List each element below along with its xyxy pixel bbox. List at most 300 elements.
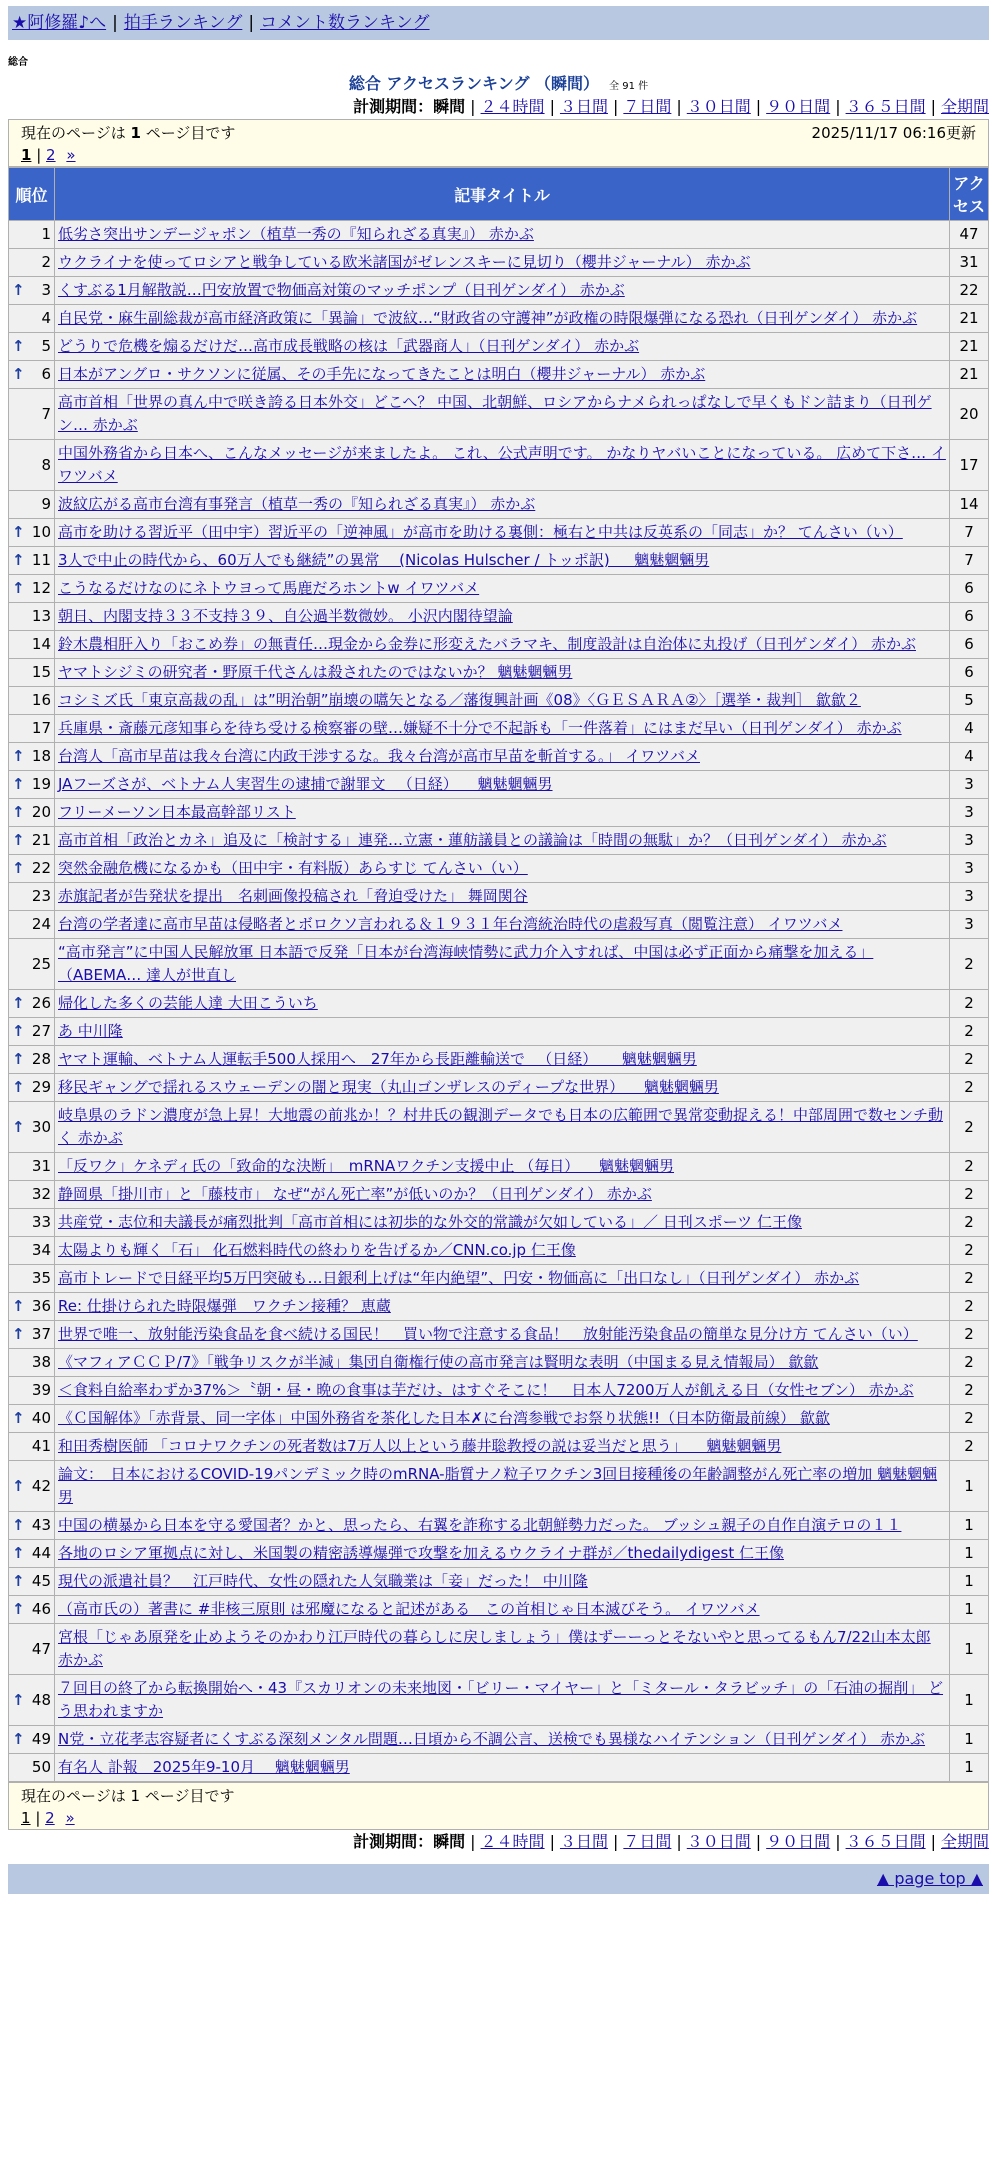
article-link[interactable]: 《Ｃ国解体》「赤背景、同一字体」中国外務省を茶化した日本✗に台湾参戦でお祭り状態!!（日本防衛最前線） 歙歙 <box>58 1409 830 1427</box>
rank-cell <box>9 911 54 938</box>
page-2-link[interactable]: 2 <box>45 1809 55 1827</box>
rank-number: 1 <box>41 225 51 243</box>
rank-cell <box>9 603 54 630</box>
rank-cell <box>9 687 54 714</box>
rank-cell <box>9 575 54 602</box>
article-link[interactable]: 有名人 訃報 2025年9-10月 魑魅魍魎男 <box>58 1758 350 1776</box>
rank-up-arrow-icon: ↑ <box>12 1050 25 1068</box>
rank-cell <box>9 1265 54 1292</box>
article-link[interactable]: あ 中川隆 <box>58 1022 123 1040</box>
table-row <box>9 771 988 798</box>
table-row <box>9 1461 988 1511</box>
period-link[interactable]: ７日間 <box>623 1832 672 1851</box>
article-link[interactable]: ７回目の終了から転換開始へ・43『スカリオンの未来地図・「ビリー・マイヤー」と「ミタール・タラビッチ」の「石油の掘削」 どう思われますか <box>58 1679 944 1720</box>
rank-number: 47 <box>31 1639 51 1658</box>
title-cell <box>55 631 949 658</box>
period-current: 瞬間 <box>433 1832 466 1851</box>
rank-cell <box>9 491 54 518</box>
access-count: 21 <box>950 361 988 388</box>
title-cell <box>55 1461 949 1511</box>
title-cell <box>55 1265 949 1292</box>
article-link[interactable]: 台湾の学者達に高市早苗は侵略者とボロクソ言われる＆１９３１年台湾統治時代の虐殺写真（閲覧注意） イワツバメ <box>58 915 843 933</box>
access-count: 2 <box>950 1349 988 1376</box>
access-count: 2 <box>950 1181 988 1208</box>
article-link[interactable]: 《マフィアＣＣＰ/7》「戦争リスクが半減」集団自衛権行使の高市発言は賢明な表明（中国まる見え情報局） 歙歙 <box>58 1353 819 1371</box>
rank-number: 3 <box>41 281 51 299</box>
table-row <box>9 743 988 770</box>
title-cell <box>55 883 949 910</box>
article-link[interactable]: 「反ワク」ケネディ氏の「致命的な決断」 mRNAワクチン支援中止 （毎日） 魑魅魍魎男 <box>58 1157 675 1175</box>
page-1-current: 1 <box>21 146 32 164</box>
access-count: 2 <box>950 1321 988 1348</box>
period-link[interactable]: 全期間 <box>940 97 989 116</box>
access-count: 2 <box>950 939 988 989</box>
access-count: 31 <box>950 249 988 276</box>
rank-up-arrow-icon: ↑ <box>12 1409 25 1427</box>
table-row <box>9 1675 988 1725</box>
access-count: 20 <box>950 389 988 439</box>
period-link[interactable]: ３６５日間 <box>845 1832 926 1851</box>
rank-number: 8 <box>41 455 51 474</box>
rank-number: 30 <box>31 1117 51 1136</box>
title-cell <box>55 1726 949 1753</box>
access-count: 6 <box>950 631 988 658</box>
page-top-link[interactable]: ▲ page top ▲ <box>876 1869 983 1888</box>
access-count: 1 <box>950 1568 988 1595</box>
article-link[interactable]: どうりで危機を煽るだけだ…高市成長戦略の核は「武器商人」（日刊ゲンダイ） 赤かぶ <box>58 337 640 355</box>
period-separator: | <box>612 1832 619 1851</box>
period-separator: | <box>549 97 555 116</box>
title-cell <box>55 1596 949 1623</box>
rank-up-arrow-icon: ↑ <box>12 1325 25 1343</box>
article-link[interactable]: 論文： 日本におけるCOVID-19パンデミック時のmRNA-脂質ナノ粒子ワクチン3回目接種後の年齢調整がん死亡率の増加 魑魅魍魎男 <box>58 1465 938 1506</box>
table-row <box>9 1349 988 1376</box>
table-row <box>9 1433 988 1460</box>
rank-number: 42 <box>31 1476 51 1495</box>
rank-cell <box>9 1293 54 1320</box>
period-selector-bottom <box>8 1830 989 1854</box>
period-separator: | <box>549 1832 555 1851</box>
table-row <box>9 1726 988 1753</box>
period-separator: | <box>835 1832 841 1851</box>
article-link[interactable]: （高市氏の）著書に #非核三原則 は邪魔になると記述がある この首相じゃ日本滅びそう。 イワツバメ <box>58 1600 760 1618</box>
article-link[interactable]: 自民党・麻生副総裁が高市経済政策に「異論」で波紋…“財政省の守護神”が政権の時限爆弾になる恐れ（日刊ゲンダイ） 赤かぶ <box>58 309 918 327</box>
rank-cell <box>9 1237 54 1264</box>
rank-number: 19 <box>31 775 51 793</box>
period-separator: | <box>930 97 936 116</box>
table-row <box>9 799 988 826</box>
rank-cell <box>9 361 54 388</box>
rank-cell <box>9 799 54 826</box>
title-cell <box>55 389 949 439</box>
rank-number: 9 <box>41 495 51 513</box>
rank-number: 11 <box>31 551 51 569</box>
table-row <box>9 221 988 248</box>
table-row <box>9 939 988 989</box>
rank-up-arrow-icon: ↑ <box>12 579 25 597</box>
applause-ranking-link[interactable]: 拍手ランキング <box>123 13 243 33</box>
title-cell <box>55 1293 949 1320</box>
period-selector-top <box>8 95 989 119</box>
rank-number: 46 <box>31 1600 51 1618</box>
title-cell <box>55 491 949 518</box>
period-link[interactable]: 全期間 <box>940 1832 989 1851</box>
table-row <box>9 911 988 938</box>
article-link[interactable]: 太陽よりも輝く「石」 化石燃料時代の終わりを告げるか／CNN.co.jp 仁王像 <box>58 1241 576 1259</box>
title-header: 記事タイトル <box>55 168 949 220</box>
period-link[interactable]: ３０日間 <box>686 97 751 116</box>
rank-cell <box>9 939 54 989</box>
title-cell <box>55 827 949 854</box>
rank-number: 28 <box>31 1050 51 1068</box>
rank-cell <box>9 1405 54 1432</box>
article-link[interactable]: くすぶる1月解散説…円安放置で物価高対策のマッチポンプ（日刊ゲンダイ） 赤かぶ <box>58 281 625 299</box>
article-link[interactable]: フリーメーソン日本最高幹部リスト <box>58 803 296 821</box>
access-count: 14 <box>950 491 988 518</box>
rank-cell <box>9 1153 54 1180</box>
article-link[interactable]: こうなるだけなのにネトウヨって馬鹿だろホントw イワツバメ <box>58 579 480 597</box>
rank-up-arrow-icon: ↑ <box>12 1516 25 1534</box>
rank-number: 14 <box>31 635 51 653</box>
period-link[interactable]: ２４時間 <box>480 97 545 116</box>
table-row <box>9 519 988 546</box>
table-row <box>9 603 988 630</box>
rank-cell <box>9 743 54 770</box>
article-link[interactable]: ヤマトシジミの研究者・野原千代さんは殺されたのではないか？ 魑魅魍魎男 <box>58 663 573 681</box>
access-count: 2 <box>950 990 988 1017</box>
page-title-text: 総合 アクセスランキング （瞬間） <box>348 74 600 93</box>
access-count: 5 <box>950 687 988 714</box>
access-count: 2 <box>950 1209 988 1236</box>
title-cell <box>55 1512 949 1539</box>
table-row <box>9 547 988 574</box>
article-link[interactable]: 各地のロシア軍拠点に対し、米国製の精密誘導爆弾で攻撃を加えるウクライナ群が／thedailydigest 仁王像 <box>58 1544 784 1562</box>
rank-number: 45 <box>31 1572 51 1590</box>
rank-cell <box>9 855 54 882</box>
period-link[interactable]: ９０日間 <box>766 97 831 116</box>
access-count: 6 <box>950 659 988 686</box>
access-count: 7 <box>950 519 988 546</box>
article-link[interactable]: ヤマト運輸、ベトナム人運転手500人採用へ 27年から長距離輸送で （日経） 魑魅魍魎男 <box>58 1050 697 1068</box>
rank-number: 23 <box>31 887 51 905</box>
ranking-table <box>8 167 989 1782</box>
current-page-text: 現在のページは 1 ページ目です <box>21 124 236 142</box>
rank-number: 39 <box>31 1381 51 1399</box>
article-link[interactable]: 日本がアングロ・サクソンに従属、その手先になってきたことは明白（櫻井ジャーナル） 赤かぶ <box>58 365 706 383</box>
rank-up-arrow-icon: ↑ <box>12 1544 25 1562</box>
rank-up-arrow-icon: ↑ <box>12 1730 25 1748</box>
page-info-top <box>8 119 989 167</box>
rank-number: 5 <box>41 337 51 355</box>
table-row <box>9 575 988 602</box>
title-cell <box>55 575 949 602</box>
rank-up-arrow-icon: ↑ <box>12 1117 25 1136</box>
nav-separator: | <box>112 13 118 33</box>
rank-up-arrow-icon: ↑ <box>12 1572 25 1590</box>
rank-number: 16 <box>31 691 51 709</box>
article-link[interactable]: 朝日、内閣支持３３不支持３９、自公過半数微妙。 小沢内閣待望論 <box>58 607 513 625</box>
top-nav-bar <box>8 6 989 40</box>
article-link[interactable]: 波紋広がる高市台湾有事発言（植草一秀の『知られざる真実』） 赤かぶ <box>58 495 536 513</box>
table-row <box>9 389 988 439</box>
access-count: 3 <box>950 883 988 910</box>
article-link[interactable]: 移民ギャングで揺れるスウェーデンの闇と現実（丸山ゴンザレスのディープな世界） 魑魅魍魎男 <box>58 1078 719 1096</box>
article-link[interactable]: 赤旗記者が告発状を提出 名刺画像投稿され「脅迫受けた」 舞岡関谷 <box>58 887 528 905</box>
period-link[interactable]: ３６５日間 <box>845 97 926 116</box>
comment-ranking-link[interactable]: コメント数ランキング <box>260 13 430 33</box>
table-row <box>9 1624 988 1674</box>
rank-number: 44 <box>31 1544 51 1562</box>
rank-number: 27 <box>31 1022 51 1040</box>
access-count: 1 <box>950 1512 988 1539</box>
table-row <box>9 1102 988 1152</box>
rank-up-arrow-icon: ↑ <box>12 1078 25 1096</box>
next-page-link[interactable]: » <box>66 146 76 164</box>
access-count: 2 <box>950 1377 988 1404</box>
article-link[interactable]: 高市首相「世界の真ん中で咲き誇る日本外交」どこへ？ 中国、北朝鮮、ロシアからナメられっぱなしで早くもドン詰まり（日刊ゲン… 赤かぶ <box>58 393 932 434</box>
article-link[interactable]: 帰化した多くの芸能人達 大田こういち <box>58 994 318 1012</box>
rank-cell <box>9 771 54 798</box>
period-link[interactable]: ９０日間 <box>766 1832 831 1851</box>
access-count: 2 <box>950 1405 988 1432</box>
period-separator: | <box>470 97 476 116</box>
page-title <box>8 73 989 95</box>
article-link[interactable]: 岐阜県のラドン濃度が急上昇！大地震の前兆か！？村井氏の観測データでも日本の広範囲で異常変動捉える！中部周囲で数センチ動く 赤かぶ <box>58 1106 944 1147</box>
title-cell <box>55 990 949 1017</box>
rank-number: 43 <box>31 1516 51 1534</box>
article-link[interactable]: 共産党・志位和夫議長が痛烈批判「高市首相には初歩的な外交的常識が欠如している」／ 日刊スポーツ 仁王像 <box>58 1213 802 1231</box>
title-cell <box>55 911 949 938</box>
rank-number: 49 <box>31 1730 51 1748</box>
table-row <box>9 1293 988 1320</box>
rank-number: 13 <box>31 607 51 625</box>
rank-up-arrow-icon: ↑ <box>12 747 25 765</box>
rank-number: 10 <box>31 523 51 541</box>
article-link[interactable]: JAフーズさが、ベトナム人実習生の逮捕で謝罪文 （日経） 魑魅魍魎男 <box>58 775 553 793</box>
rank-number: 41 <box>31 1437 51 1455</box>
title-cell <box>55 1568 949 1595</box>
period-link[interactable]: ３日間 <box>559 1832 608 1851</box>
article-link[interactable]: 和田秀樹医師 「コロナワクチンの死者数は7万人以上という藤井聡教授の説は妥当だと思う」 魑魅魍魎男 <box>58 1437 782 1455</box>
article-link[interactable]: コシミズ氏「東京高裁の乱」は”明治朝”崩壊の嚆矢となる／藩復興計画《08》〈ＧＥＳＡＲＡ②〉［選挙・裁判］ 歙歙２ <box>58 691 861 709</box>
rank-number: 32 <box>31 1185 51 1203</box>
article-link[interactable]: 現代の派遣社員？ 江戸時代、女性の隠れた人気職業は「妾」だった！ 中川隆 <box>58 1572 588 1590</box>
rank-number: 31 <box>31 1157 51 1175</box>
rank-up-arrow-icon: ↑ <box>12 281 25 299</box>
table-row <box>9 1540 988 1567</box>
article-link[interactable]: 兵庫県・斎藤元彦知事らを待ち受ける検察審の壁…嫌疑不十分で不起訴も「一件落着」にはまだ早い（日刊ゲンダイ） 赤かぶ <box>58 719 902 737</box>
access-count: 3 <box>950 771 988 798</box>
rank-cell <box>9 389 54 439</box>
pagination: 1 | 2 » <box>21 146 76 164</box>
rank-cell <box>9 1321 54 1348</box>
period-link[interactable]: ７日間 <box>623 97 672 116</box>
title-cell <box>55 519 949 546</box>
article-link[interactable]: 中国の横暴から日本を守る愛国者？かと、思ったら、右翼を詐称する北朝鮮勢力だった。 ブッシュ親子の自作自演テロの１１ <box>58 1516 902 1534</box>
article-link[interactable]: 鈴木農相肝入り「おこめ券」の無責任…現金から金券に形変えたバラマキ、制度設計は自治体に丸投げ（日刊ゲンダイ） 赤かぶ <box>58 635 916 653</box>
page-1-current: 1 <box>21 1809 31 1827</box>
rank-cell <box>9 883 54 910</box>
access-count: 3 <box>950 855 988 882</box>
title-cell <box>55 1321 949 1348</box>
access-count: 1 <box>950 1540 988 1567</box>
next-page-link[interactable]: » <box>65 1809 75 1827</box>
table-row <box>9 1046 988 1073</box>
access-count: 3 <box>950 827 988 854</box>
article-link[interactable]: 静岡県「掛川市」と「藤枝市」 なぜ“がん死亡率”が低いのか？（日刊ゲンダイ） 赤かぶ <box>58 1185 652 1203</box>
title-cell <box>55 1433 949 1460</box>
rank-cell <box>9 440 54 490</box>
rank-cell <box>9 715 54 742</box>
title-cell <box>55 361 949 388</box>
access-count: 4 <box>950 715 988 742</box>
access-count: 2 <box>950 1293 988 1320</box>
title-cell <box>55 715 949 742</box>
table-row <box>9 990 988 1017</box>
table-row <box>9 491 988 518</box>
period-separator: | <box>676 97 682 116</box>
table-row <box>9 1596 988 1623</box>
rank-cell <box>9 1726 54 1753</box>
table-row <box>9 1018 988 1045</box>
period-separator: | <box>930 1832 936 1851</box>
rank-cell <box>9 1046 54 1073</box>
period-separator: | <box>470 1832 476 1851</box>
access-count: 2 <box>950 1433 988 1460</box>
access-count: 2 <box>950 1102 988 1152</box>
title-cell <box>55 1754 949 1781</box>
rank-number: 12 <box>31 579 51 597</box>
rank-number: 6 <box>41 365 51 383</box>
rank-cell <box>9 1568 54 1595</box>
access-count: 2 <box>950 1265 988 1292</box>
rank-cell <box>9 1349 54 1376</box>
rank-number: 21 <box>31 831 51 849</box>
breadcrumb: 総合 <box>8 57 28 68</box>
period-label: 計測期間： <box>353 1832 434 1851</box>
title-cell <box>55 1405 949 1432</box>
table-row <box>9 1512 988 1539</box>
access-count: 17 <box>950 440 988 490</box>
rank-number: 37 <box>31 1325 51 1343</box>
nav-separator: | <box>248 13 255 33</box>
access-count: 2 <box>950 1153 988 1180</box>
article-link[interactable]: Re: 仕掛けられた時限爆弾 ワクチン接種？ 恵蔵 <box>58 1297 391 1315</box>
rank-cell <box>9 277 54 304</box>
title-cell <box>55 1074 949 1101</box>
article-link[interactable]: 低劣さ突出サンデージャポン（植草一秀の『知られざる真実』） 赤かぶ <box>58 225 534 243</box>
period-link[interactable]: ３０日間 <box>686 1832 751 1851</box>
access-count: 4 <box>950 743 988 770</box>
access-count: 3 <box>950 911 988 938</box>
page-2-link[interactable]: 2 <box>46 146 56 164</box>
rank-cell <box>9 519 54 546</box>
article-link[interactable]: 高市トレードで日経平均5万円突破も…日銀利上げは“年内絶望”、円安・物価高に「出口なし」（日刊ゲンダイ） 赤かぶ <box>58 1269 860 1287</box>
table-row <box>9 855 988 882</box>
rank-number: 38 <box>31 1353 51 1371</box>
article-link[interactable]: 突然金融危機になるかも（田中宇・有料版）あらすじ てんさい（い） <box>58 859 528 877</box>
access-count: 22 <box>950 277 988 304</box>
title-cell <box>55 1181 949 1208</box>
rank-cell <box>9 1377 54 1404</box>
title-cell <box>55 1540 949 1567</box>
rank-number: 7 <box>41 404 51 423</box>
rank-number: 22 <box>31 859 51 877</box>
table-row <box>9 883 988 910</box>
rank-cell <box>9 1433 54 1460</box>
rank-up-arrow-icon: ↑ <box>12 1022 25 1040</box>
table-row <box>9 249 988 276</box>
title-cell <box>55 1018 949 1045</box>
rank-cell <box>9 827 54 854</box>
access-count: 1 <box>950 1675 988 1725</box>
pagination: 1 | 2 » <box>21 1809 75 1827</box>
access-count: 1 <box>950 1754 988 1781</box>
title-cell <box>55 1102 949 1152</box>
table-row <box>9 305 988 332</box>
period-separator: | <box>755 1832 762 1851</box>
article-link[interactable]: ＜食料自給率わずか37%＞〝朝・昼・晩の食事は芋だけ〟はすぐそこに！ 日本人7200万人が飢える日（女性セブン） 赤かぶ <box>58 1381 914 1399</box>
updated-timestamp: 2025/11/17 06:16更新 <box>811 124 976 142</box>
table-row <box>9 827 988 854</box>
rank-number: 29 <box>31 1078 51 1096</box>
rank-number: 20 <box>31 803 51 821</box>
article-link[interactable]: “高市発言”に中国人民解放軍 日本語で反発「日本が台湾海峡情勢に武力介入すれば、中国は必ず正面から痛撃を加える」（ABEMA… 達人が世直し <box>58 943 874 984</box>
article-link[interactable]: ウクライナを使ってロシアと戦争している欧米諸国がゼレンスキーに見切り（櫻井ジャーナル） 赤かぶ <box>58 253 751 271</box>
article-link[interactable]: 台湾人「高市早苗は我々台湾に内政干渉するな。我々台湾が高市早苗を斬首する。」 イワツバメ <box>58 747 700 765</box>
access-count: 2 <box>950 1237 988 1264</box>
rank-up-arrow-icon: ↑ <box>12 523 25 541</box>
period-link[interactable]: ２４時間 <box>480 1832 545 1851</box>
rank-cell <box>9 1074 54 1101</box>
rank-number: 26 <box>31 994 51 1012</box>
access-count: 2 <box>950 1046 988 1073</box>
title-cell <box>55 1675 949 1725</box>
article-link[interactable]: 宮根「じゃあ原発を止めようそのかわり江戸時代の暮らしに戻しましょう」僕はずーーっとそないやと思ってるもん7/22山本太郎 赤かぶ <box>58 1628 931 1669</box>
article-link[interactable]: 高市首相「政治とカネ」追及に「検討する」連発…立憲・蓮舫議員との議論は「時間の無駄」か？（日刊ゲンダイ） 赤かぶ <box>58 831 887 849</box>
bottom-bar <box>8 1864 989 1894</box>
rank-number: 25 <box>31 954 51 973</box>
rank-cell <box>9 1675 54 1725</box>
total-count: 全 91 件 <box>609 81 649 92</box>
rank-up-arrow-icon: ↑ <box>12 551 25 569</box>
rank-up-arrow-icon: ↑ <box>12 337 25 355</box>
rank-number: 35 <box>31 1269 51 1287</box>
title-cell <box>55 1209 949 1236</box>
title-cell <box>55 277 949 304</box>
access-count: 47 <box>950 221 988 248</box>
rank-cell <box>9 631 54 658</box>
rank-number: 24 <box>31 915 51 933</box>
period-link[interactable]: ３日間 <box>559 97 608 116</box>
table-row <box>9 1568 988 1595</box>
article-link[interactable]: N党・立花孝志容疑者にくすぶる深刻メンタル問題…日頃から不調公言、送検でも異様なハイテンション（日刊ゲンダイ） 赤かぶ <box>58 1730 926 1748</box>
rank-up-arrow-icon: ↑ <box>12 994 25 1012</box>
article-link[interactable]: 世界で唯一、放射能汚染食品を食べ続ける国民！ 買い物で注意する食品！ 放射能汚染食品の簡単な見分け方 てんさい（い） <box>58 1325 918 1343</box>
article-link[interactable]: 3人で中止の時代から、60万人でも継続”の異常 (Nicolas Hulscher / トッポ訳) 魑魅魍魎男 <box>58 551 710 569</box>
title-cell <box>55 249 949 276</box>
current-page-text: 現在のページは 1 ページ目です <box>21 1787 235 1805</box>
title-cell <box>55 440 949 490</box>
rank-cell <box>9 547 54 574</box>
article-link[interactable]: 高市を助ける習近平（田中宇）習近平の「逆神風」が高市を助ける裏側：極右と中共は反英系の「同志」か？ てんさい（い） <box>58 523 903 541</box>
home-link[interactable]: ★阿修羅♪へ <box>12 13 107 33</box>
article-link[interactable]: 中国外務省から日本へ、こんなメッセージが来ましたよ。 これ、公式声明です。 かなりヤバいことになっている。 広めて下さ… イワツバメ <box>58 444 946 485</box>
rank-number: 2 <box>41 253 51 271</box>
title-cell <box>55 687 949 714</box>
rank-up-arrow-icon: ↑ <box>12 859 25 877</box>
rank-header: 順位 <box>9 168 54 220</box>
